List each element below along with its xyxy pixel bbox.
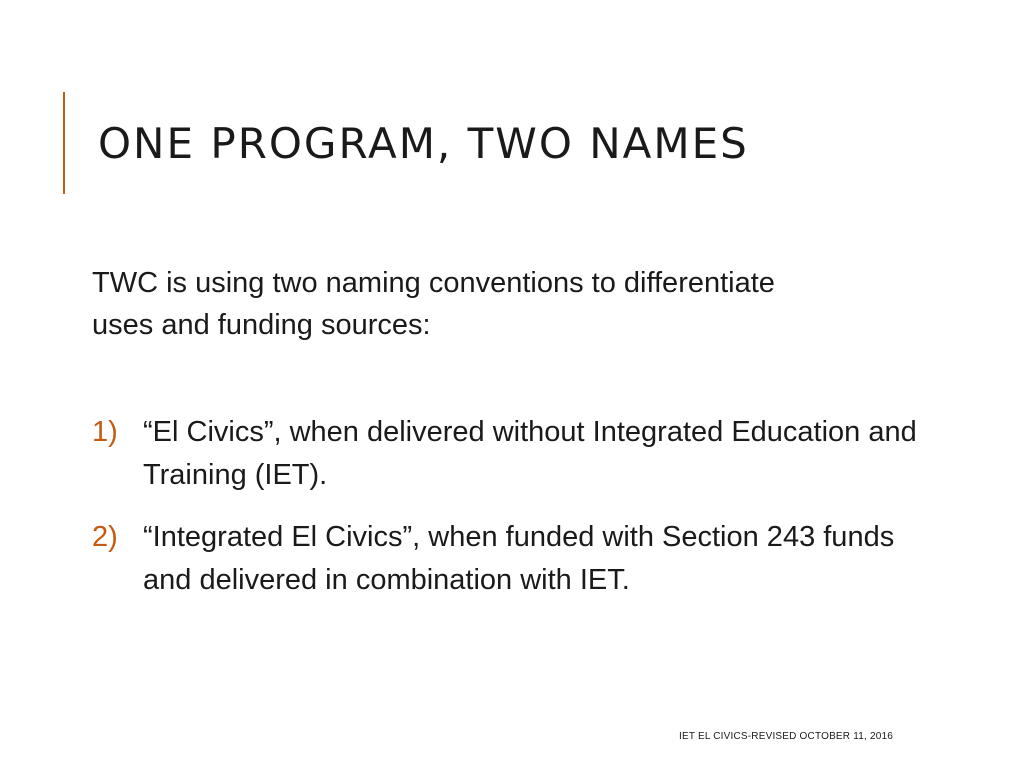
list-item-number: 1) bbox=[92, 416, 118, 448]
list-item-number: 2) bbox=[92, 521, 118, 553]
list-item bbox=[92, 516, 932, 602]
slide-title: ONE PROGRAM, TWO NAMES bbox=[98, 119, 749, 168]
list-item-text: “El Civics”, when delivered without Integrated Education and Training (IET). bbox=[143, 416, 917, 491]
numbered-list bbox=[92, 411, 932, 621]
list-item-text: “Integrated El Civics”, when funded with Section 243 funds and delivered in combination with IET. bbox=[143, 521, 895, 596]
slide-footer: IET EL CIVICS-REVISED OCTOBER 11, 2016 bbox=[679, 731, 893, 742]
intro-paragraph: TWC is using two naming conventions to differentiate uses and funding sources: bbox=[92, 267, 775, 341]
title-accent-bar bbox=[63, 92, 65, 194]
list-item bbox=[92, 411, 932, 497]
